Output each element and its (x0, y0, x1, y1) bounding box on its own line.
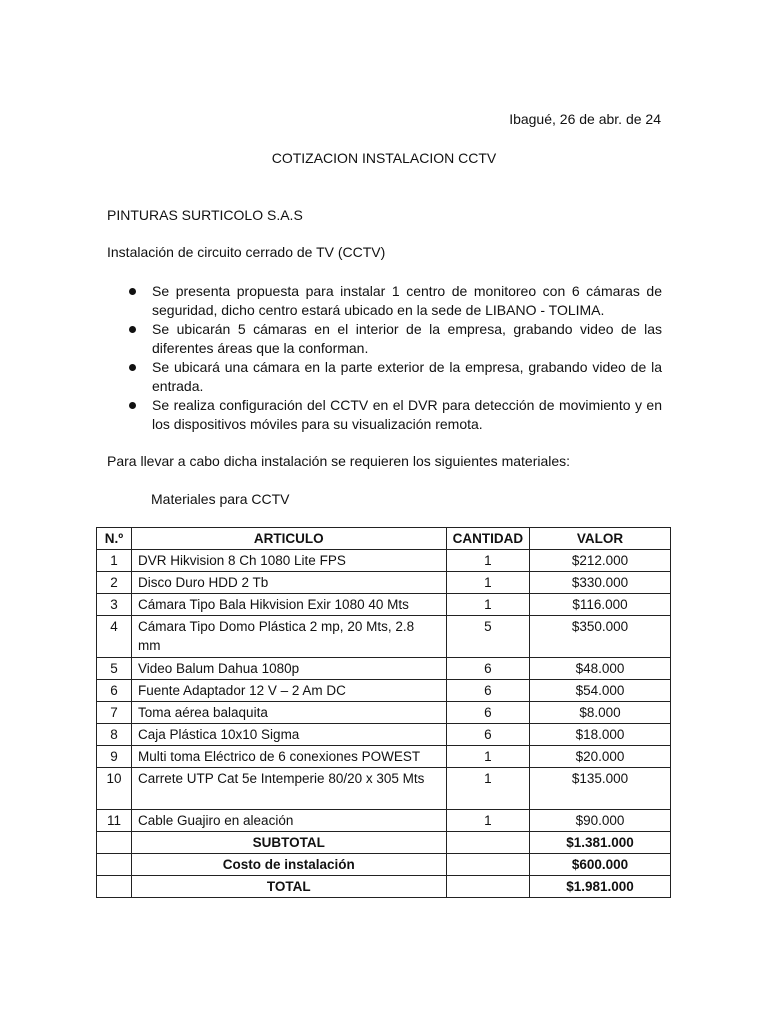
bullet-dot-icon (129, 364, 136, 371)
document-date: Ibagué, 26 de abr. de 24 (509, 111, 661, 127)
materials-heading: Materiales para CCTV (151, 491, 290, 507)
empty-cell (446, 832, 530, 854)
bullet-dot-icon (129, 326, 136, 333)
row-quantity: 6 (446, 724, 530, 746)
bullet-item (107, 396, 662, 434)
row-num: 10 (97, 768, 132, 810)
bullet-text: Se presenta propuesta para instalar 1 centro de monitoreo con 6 cámaras de seguridad, dicho centro estará ubicado en la sede de LIBANO - TOLIMA. (152, 283, 662, 318)
subtotal-label: SUBTOTAL (131, 832, 446, 854)
bullet-item (107, 358, 662, 396)
row-article: Cámara Tipo Domo Plástica 2 mp, 20 Mts, 2.8 mm (131, 616, 446, 658)
row-quantity: 6 (446, 658, 530, 680)
table-row (97, 572, 671, 594)
table-row (97, 724, 671, 746)
empty-cell (97, 854, 132, 876)
bullet-text: Se ubicará una cámara en la parte exterior de la empresa, grabando video de la entrada. (152, 359, 662, 394)
row-value: $54.000 (530, 680, 671, 702)
empty-cell (446, 854, 530, 876)
row-article: Fuente Adaptador 12 V – 2 Am DC (131, 680, 446, 702)
header-value: VALOR (530, 528, 671, 550)
row-article: DVR Hikvision 8 Ch 1080 Lite FPS (131, 550, 446, 572)
row-value: $116.000 (530, 594, 671, 616)
empty-cell (446, 876, 530, 898)
row-num: 8 (97, 724, 132, 746)
installation-value: $600.000 (530, 854, 671, 876)
row-num: 9 (97, 746, 132, 768)
row-value: $8.000 (530, 702, 671, 724)
row-num: 11 (97, 810, 132, 832)
table-row (97, 680, 671, 702)
table-row (97, 768, 671, 810)
row-value: $330.000 (530, 572, 671, 594)
table-row (97, 702, 671, 724)
row-value: $350.000 (530, 616, 671, 658)
row-quantity: 1 (446, 810, 530, 832)
row-value: $212.000 (530, 550, 671, 572)
row-quantity: 1 (446, 572, 530, 594)
proposal-bullets (107, 282, 662, 434)
row-article: Carrete UTP Cat 5e Intemperie 80/20 x 305 Mts (131, 768, 446, 810)
row-article: Multi toma Eléctrico de 6 conexiones POWEST (131, 746, 446, 768)
row-num: 2 (97, 572, 132, 594)
row-quantity: 6 (446, 702, 530, 724)
bullet-item (107, 320, 662, 358)
total-value: $1.981.000 (530, 876, 671, 898)
row-num: 3 (97, 594, 132, 616)
row-value: $20.000 (530, 746, 671, 768)
table-row (97, 550, 671, 572)
total-row (97, 876, 671, 898)
row-article: Video Balum Dahua 1080p (131, 658, 446, 680)
row-value: $135.000 (530, 768, 671, 810)
table-row (97, 810, 671, 832)
bullet-dot-icon (129, 402, 136, 409)
header-quantity: CANTIDAD (446, 528, 530, 550)
row-article: Cámara Tipo Bala Hikvision Exir 1080 40 Mts (131, 594, 446, 616)
row-article: Caja Plástica 10x10 Sigma (131, 724, 446, 746)
total-label: TOTAL (131, 876, 446, 898)
bullet-text: Se realiza configuración del CCTV en el DVR para detección de movimiento y en los dispositivos móviles para su visualización remota. (152, 397, 662, 432)
row-num: 4 (97, 616, 132, 658)
empty-cell (97, 876, 132, 898)
table-row (97, 746, 671, 768)
row-article: Disco Duro HDD 2 Tb (131, 572, 446, 594)
bullet-dot-icon (129, 288, 136, 295)
materials-table (96, 527, 671, 898)
row-quantity: 1 (446, 550, 530, 572)
subtotal-row (97, 832, 671, 854)
installation-label: Costo de instalación (131, 854, 446, 876)
company-name: PINTURAS SURTICOLO S.A.S (107, 207, 303, 223)
installation-row (97, 854, 671, 876)
document-title: COTIZACION INSTALACION CCTV (271, 150, 497, 166)
empty-cell (97, 832, 132, 854)
row-article: Toma aérea balaquita (131, 702, 446, 724)
bullet-item (107, 282, 662, 320)
row-num: 1 (97, 550, 132, 572)
subtotal-value: $1.381.000 (530, 832, 671, 854)
row-num: 5 (97, 658, 132, 680)
row-value: $48.000 (530, 658, 671, 680)
row-num: 6 (97, 680, 132, 702)
row-quantity: 1 (446, 746, 530, 768)
row-value: $18.000 (530, 724, 671, 746)
table-row (97, 616, 671, 658)
row-quantity: 5 (446, 616, 530, 658)
row-num: 7 (97, 702, 132, 724)
quote-subject: Instalación de circuito cerrado de TV (CCTV) (107, 244, 386, 260)
table-row (97, 594, 671, 616)
materials-intro: Para llevar a cabo dicha instalación se requieren los siguientes materiales: (107, 453, 571, 469)
header-num: N.º (97, 528, 132, 550)
row-quantity: 1 (446, 768, 530, 810)
table-header-row (97, 528, 671, 550)
table-row (97, 658, 671, 680)
row-article: Cable Guajiro en aleación (131, 810, 446, 832)
row-quantity: 1 (446, 594, 530, 616)
bullet-text: Se ubicarán 5 cámaras en el interior de la empresa, grabando video de las diferentes áreas que la conforman. (152, 321, 662, 356)
header-article: ARTICULO (131, 528, 446, 550)
row-quantity: 6 (446, 680, 530, 702)
row-value: $90.000 (530, 810, 671, 832)
